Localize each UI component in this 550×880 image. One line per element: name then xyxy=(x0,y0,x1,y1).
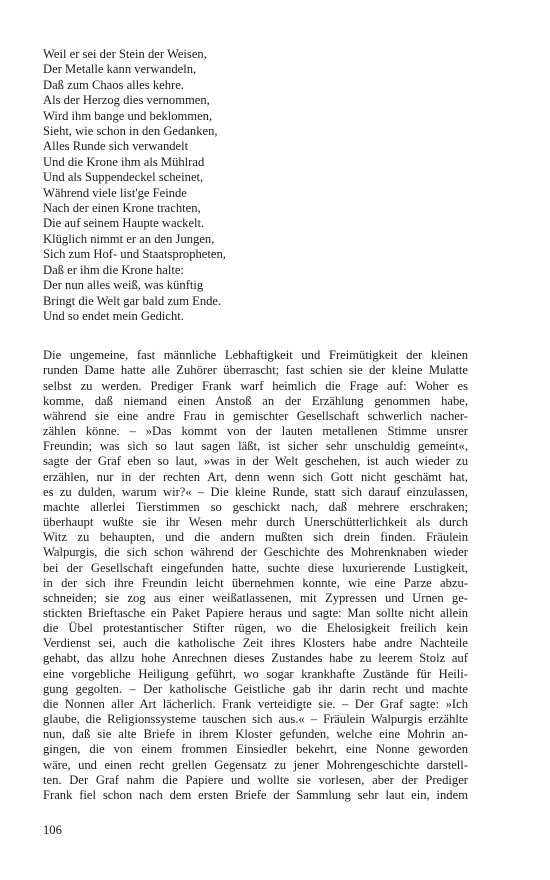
page-number: 106 xyxy=(43,823,62,837)
prose-line: die Nonnen aller Art lächerlich. Frank verteidigte sie. – Der Graf sagte: »Ich xyxy=(43,696,468,711)
poem-line: Daß er ihm die Krone halte: xyxy=(43,262,184,277)
poem-line: Bringt die Welt gar bald zum Ende. xyxy=(43,293,222,308)
poem-line: Sieht, wie schon in den Gedanken, xyxy=(43,124,218,139)
poem-block xyxy=(43,47,468,324)
prose-line: Freundin; was sich so laut sagen läßt, ist sicher sehr unschuldig gemeint«, xyxy=(43,439,468,454)
prose-line: selbst zu werden. Prediger Frank warf heimlich die Frage auf: Woher es xyxy=(43,378,468,393)
prose-line: Frank fiel schon nach dem ersten Briefe der Sammlung sehr laut ein, indem xyxy=(43,787,468,802)
poem-line: Die auf seinem Haupte wackelt. xyxy=(43,216,205,231)
poem-line: Und die Krone ihm als Mühlrad xyxy=(43,154,205,169)
prose-line: nun, daß sie alte Briefe in ihrem Kloster gefunden, welche eine Mohrin an- xyxy=(43,727,468,742)
poem-line: Wird ihm bange und beklommen, xyxy=(43,108,213,123)
prose-line: erzählen, nur in der rechten Art, denn wenn sich Gott nicht geschämt hat, xyxy=(43,469,468,484)
prose-line: gung gegolten. – Der katholische Geistliche gab ihr darin recht und machte xyxy=(43,681,468,696)
prose-paragraph xyxy=(43,348,468,803)
prose-line: die Übel protestantischer Stifter rügen, wo die Ehelosigkeit freilich kein xyxy=(43,621,468,636)
prose-line: in der sich ihre Freundin leicht übernehmen konnte, wie eine Parze abzu- xyxy=(43,575,468,590)
poem-line: Daß zum Chaos alles kehre. xyxy=(43,77,184,92)
prose-line: während sie eine andre Frau in gemischter Gesellschaft schwerlich nacher- xyxy=(43,408,468,423)
prose-line: gehabt, das allzu hohe Anrechnen dieses Zustandes habe zu leerem Stolz auf xyxy=(43,651,468,666)
prose-line: stickten Brieftasche ein Paket Papiere heraus und sagte: Man sollte nicht allein xyxy=(43,605,468,620)
prose-line: ten. Der Graf nahm die Papiere und wollte sie vorlesen, aber der Prediger xyxy=(43,772,468,787)
poem-line: Und so endet mein Gedicht. xyxy=(43,308,184,323)
prose-line: zählen könne. – »Das kommt von der lauten metallenen Stimme unsrer xyxy=(43,424,468,439)
poem-line: Sich zum Hof- und Staatspropheten, xyxy=(43,247,226,262)
poem-line: Klüglich nimmt er an den Jungen, xyxy=(43,231,215,246)
poem-line: Als der Herzog dies vernommen, xyxy=(43,93,210,108)
prose-line: Walpurgis, die sich schon während der Geschichte des Mohrenknaben wieder xyxy=(43,545,468,560)
prose-line: eine vorgebliche Heiligung geführt, wo sogar krankhafte Zustände für Heili- xyxy=(43,666,468,681)
prose-line: schneiden; sie zog aus einer weißatlassenen, mit Zypressen und Urnen ge- xyxy=(43,590,468,605)
prose-line: gingen, die von einem frommen Einsiedler bekehrt, eine Nonne geworden xyxy=(43,742,468,757)
poem-line: Während viele list'ge Feinde xyxy=(43,185,187,200)
prose-line: es zu dulden, warum wir?« – Die kleine Runde, statt sich darauf einzulassen, xyxy=(43,484,468,499)
prose-line: glaube, die Religionssysteme tauschen sich aus.« – Fräulein Walpurgis erzählte xyxy=(43,712,468,727)
poem-line: Der nun alles weiß, was künftig xyxy=(43,278,204,293)
prose-line: überhaupt wußte sie ihr Wesen mehr durch Unerschütterlichkeit als durch xyxy=(43,515,468,530)
prose-line: sagte der Graf eben so laut, »was in der Welt geschehen, ist auch wieder zu xyxy=(43,454,468,469)
prose-line: Witz zu behaupten, und die andern mußten sich drein finden. Fräulein xyxy=(43,530,468,545)
prose-line: machte allerlei Tierstimmen so geschickt nach, daß mehrere erschraken; xyxy=(43,499,468,514)
prose-line: komme, daß niemand einen Anstoß an der Erzählung genommen habe, xyxy=(43,393,468,408)
prose-line: runden Dame hatte alle Zuhörer überrascht; fast schien sie der kleine Mulatte xyxy=(43,363,468,378)
prose-line: Die ungemeine, fast männliche Lebhaftigkeit und Freimütigkeit der kleinen xyxy=(43,348,468,363)
poem-line: Nach der einen Krone trachten, xyxy=(43,201,201,216)
prose-line: Verdienst sei, auch die katholische Zeit ihres Klosters habe andre Nachteile xyxy=(43,636,468,651)
poem-line: Und als Suppendeckel scheinet, xyxy=(43,170,204,185)
poem-line: Der Metalle kann verwandeln, xyxy=(43,62,197,77)
page-body xyxy=(43,47,468,803)
poem-line: Weil er sei der Stein der Weisen, xyxy=(43,47,207,61)
poem-line: Alles Runde sich verwandelt xyxy=(43,139,189,154)
prose-line: wäre, und einen recht grellen Gegensatz zu jener Mohrengeschichte darstell- xyxy=(43,757,468,772)
prose-line: bei der Gesellschaft eingefunden hatte, suchte diese luxurierende Lustigkeit, xyxy=(43,560,468,575)
